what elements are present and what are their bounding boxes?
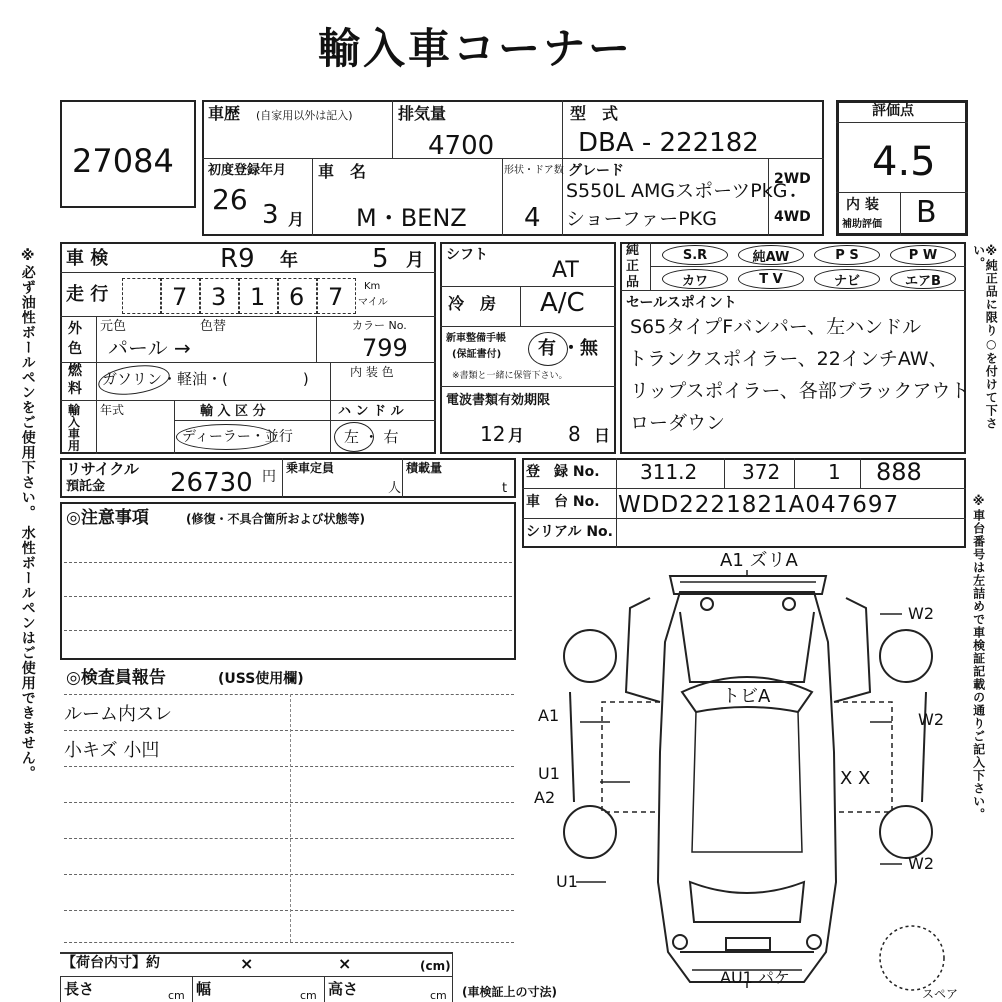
manual-dot: ・ [562, 338, 580, 359]
color-value: パール → [108, 336, 191, 360]
left-vertical-note: ※必ず油性ボールペンをご使用下さい。 水性ボールペンはご使用できません。 [19, 248, 36, 781]
width-unit: cm [300, 989, 317, 1002]
mileage-digit-cell [239, 278, 278, 314]
spare-label: スペア [922, 987, 959, 1001]
inspection-label: 車 検 [66, 248, 109, 269]
color-side-label-2: 色 [68, 341, 82, 357]
registration-part-1: 311.2 [640, 460, 698, 484]
mark-right-w2-top: W2 [908, 604, 934, 623]
sales-point-line-3: リップスポイラー、各部ブラックアウト [630, 380, 970, 402]
first-registration-month: 3 [262, 200, 279, 230]
handle-label: ハ ン ド ル [338, 404, 404, 419]
height-label: 高さ [328, 980, 359, 998]
interior-value: B [916, 195, 937, 230]
load-label: 積載量 [406, 461, 443, 475]
inspector-line-2: 小キズ 小凹 [64, 740, 160, 761]
mark-rear: AU1 パケ [720, 968, 790, 987]
score-label: 評価点 [872, 103, 914, 119]
import-dealer-circle [176, 424, 276, 450]
inspection-year-unit: 年 [280, 250, 298, 271]
equipment-item: P S [814, 245, 880, 265]
cargo-x1: × [240, 954, 254, 973]
import-side-4: 用 [68, 439, 81, 453]
mileage-unit-km: Km [364, 281, 381, 292]
inspection-month-unit: 月 [406, 250, 424, 271]
import-side-2: 入 [68, 415, 81, 429]
sales-points-label: セールスポイント [626, 295, 737, 311]
cargo-x2: × [338, 954, 352, 973]
mileage-unit-mile: マイル [358, 297, 388, 308]
right-vertical-note-1: ※純正品に限り○を付けて下さい。 [971, 244, 999, 430]
mark-left-a2: A2 [534, 788, 556, 807]
grade-label: グレード [568, 163, 624, 179]
color-code-value: 799 [362, 334, 408, 362]
fuel-side-label-1: 燃 [68, 363, 82, 379]
grade-line2: ショーファーPKG [566, 208, 717, 230]
shift-label: シフト [446, 247, 488, 263]
equip-side-1: 純 [626, 243, 640, 258]
equipment-item: S.R [662, 245, 728, 265]
mark-roof: トビA [722, 686, 771, 707]
car-name-value: M・BENZ [356, 204, 467, 232]
radio-cert-day: 8 [568, 422, 581, 446]
score-value: 4.5 [872, 139, 936, 185]
radio-cert-day-unit: 日 [594, 426, 611, 445]
width-label: 幅 [196, 980, 212, 998]
handle-left-circle [334, 422, 374, 452]
manual-label-2: (保証書付) [452, 349, 502, 360]
shift-value: AT [552, 258, 579, 283]
inspector-line-1: ルーム内スレ [64, 704, 172, 725]
cargo-unit: (cm) [420, 959, 451, 973]
load-unit: t [502, 481, 508, 496]
fuel-options: ガソリン・軽油・( ) [102, 370, 309, 388]
radio-cert-month: 12 [480, 422, 506, 446]
mileage-digit-cell [317, 278, 356, 314]
length-unit: cm [168, 989, 185, 1002]
equipment-item: P W [890, 245, 956, 265]
mark-left-u1: U1 [538, 764, 560, 783]
manual-note: ※書類と一緒に保管下さい。 [452, 371, 568, 381]
mileage-digit-cell [161, 278, 200, 314]
mileage-digit-cell [278, 278, 317, 314]
handle-value: 左 ・ 右 [344, 428, 399, 446]
mark-right-w2-low: W2 [908, 854, 934, 873]
radio-cert-label: 電波書類有効期限 [446, 393, 551, 408]
interior-label-1: 内 装 [846, 197, 879, 213]
dimensions-note: (車検証上の寸法) [462, 985, 557, 999]
equip-side-3: 品 [626, 275, 640, 290]
registration-label: 登 録 No. [526, 464, 600, 480]
manual-has-circle [528, 332, 568, 366]
registration-part-4: 888 [876, 458, 922, 486]
mileage-digit: 3 [211, 283, 227, 311]
sales-point-line-1: S65タイプFバンパー、左ハンドル [630, 316, 922, 338]
doors-label: 形状・ドア数 [504, 165, 564, 176]
aircon-value: A/C [540, 288, 585, 318]
cargo-label: 【荷台内寸】約 [62, 955, 160, 971]
history-label: 車歴 [208, 104, 241, 123]
mileage-digit: 6 [289, 283, 305, 311]
inspection-month: 5 [372, 244, 389, 274]
equipment-item: 純AW [738, 245, 804, 265]
page-title: 輸入車コーナー [318, 24, 634, 73]
interior-label-2: 補助評価 [842, 219, 882, 230]
model-code-label: 型 式 [570, 104, 619, 123]
mark-right-w2-mid: W2 [918, 710, 944, 729]
recycle-label-1: リサイクル [66, 460, 139, 478]
interior-color-label: 内 装 色 [350, 365, 394, 379]
lot-number: 27084 [72, 142, 174, 180]
equipment-item: T V [738, 269, 804, 289]
aircon-label: 冷 房 [448, 294, 497, 313]
equipment-item: エアB [890, 269, 956, 289]
import-side-3: 車 [68, 427, 81, 441]
drive-2wd: 2WD [774, 171, 811, 187]
inspector-label: ◎検査員報告 [66, 668, 166, 688]
drive-4wd: 4WD [774, 209, 811, 225]
import-category-label: 輸 入 区 分 [200, 404, 266, 419]
import-category-value: ディーラー・並行 [182, 429, 293, 445]
import-year-label: 年式 [100, 403, 125, 417]
drive-dot: ・ [786, 189, 800, 205]
mileage-digit: 7 [172, 283, 188, 311]
recycle-value: 26730 [170, 468, 253, 498]
capacity-label: 乗車定員 [286, 461, 335, 475]
mileage-digit-cell [200, 278, 239, 314]
first-registration-label: 初度登録年月 [208, 163, 287, 178]
mileage-digit-cell [122, 278, 161, 314]
fuel-side-label-2: 料 [68, 381, 82, 397]
notes-label: ◎注意事項 [66, 508, 149, 528]
length-label: 長さ [64, 980, 95, 998]
recycle-unit: 円 [262, 469, 276, 485]
car-diagram [530, 552, 966, 1001]
mark-body-mid: X X [840, 768, 871, 789]
equip-side-2: 正 [626, 259, 640, 274]
inspector-sub: (USS使用欄) [218, 671, 304, 687]
color-changed-label: 色替 [200, 319, 227, 334]
right-vertical-note-2: ※車台番号は左詰めで車検証記載の通りご記入下さい。 [971, 494, 986, 821]
manual-none: 無 [580, 338, 598, 359]
serial-label: シリアル No. [526, 524, 613, 540]
chassis-value: WDD2221821A047697 [618, 492, 900, 518]
notes-sub: (修復・不具合箇所および状態等) [186, 512, 365, 526]
history-note: (自家用以外は記入) [256, 109, 353, 122]
mileage-digit: 1 [250, 283, 266, 311]
displacement-label: 排気量 [398, 104, 447, 123]
equipment-item: カワ [662, 269, 728, 289]
model-code-value: DBA - 222182 [578, 128, 759, 158]
sales-point-line-2: トランクスポイラー、22インチAW、 [628, 348, 948, 370]
registration-part-3: 1 [828, 460, 841, 484]
color-code-label: カラー No. [352, 319, 407, 332]
chassis-label: 車 台 No. [526, 494, 600, 510]
height-unit: cm [430, 989, 447, 1002]
grade-line1: S550L AMGスポーツPkG [566, 180, 788, 202]
import-side-1: 輸 [68, 403, 81, 417]
inspection-era: R9 [220, 244, 255, 274]
mileage-label: 走 行 [66, 284, 109, 305]
mark-front: A1 ズリA [720, 550, 798, 571]
displacement-value: 4700 [428, 131, 495, 161]
capacity-unit: 人 [388, 481, 402, 496]
color-original-label: 元色 [100, 319, 127, 334]
radio-cert-month-unit: 月 [508, 426, 525, 445]
manual-label-1: 新車整備手帳 [446, 333, 506, 344]
mark-left-a1: A1 [538, 706, 560, 725]
first-registration-year: 26 [212, 183, 248, 216]
mark-left-u1-low: U1 [556, 872, 578, 891]
color-side-label-1: 外 [68, 321, 82, 337]
sales-point-line-4: ローダウン [630, 412, 726, 434]
doors-value: 4 [524, 203, 541, 233]
recycle-label-2: 預託金 [66, 479, 106, 494]
manual-has: 有 [538, 338, 556, 359]
first-registration-month-unit: 月 [288, 210, 305, 229]
mileage-digit: 7 [328, 283, 344, 311]
car-name-label: 車 名 [318, 162, 367, 181]
equipment-item: ナビ [814, 269, 880, 289]
registration-part-2: 372 [742, 460, 781, 484]
